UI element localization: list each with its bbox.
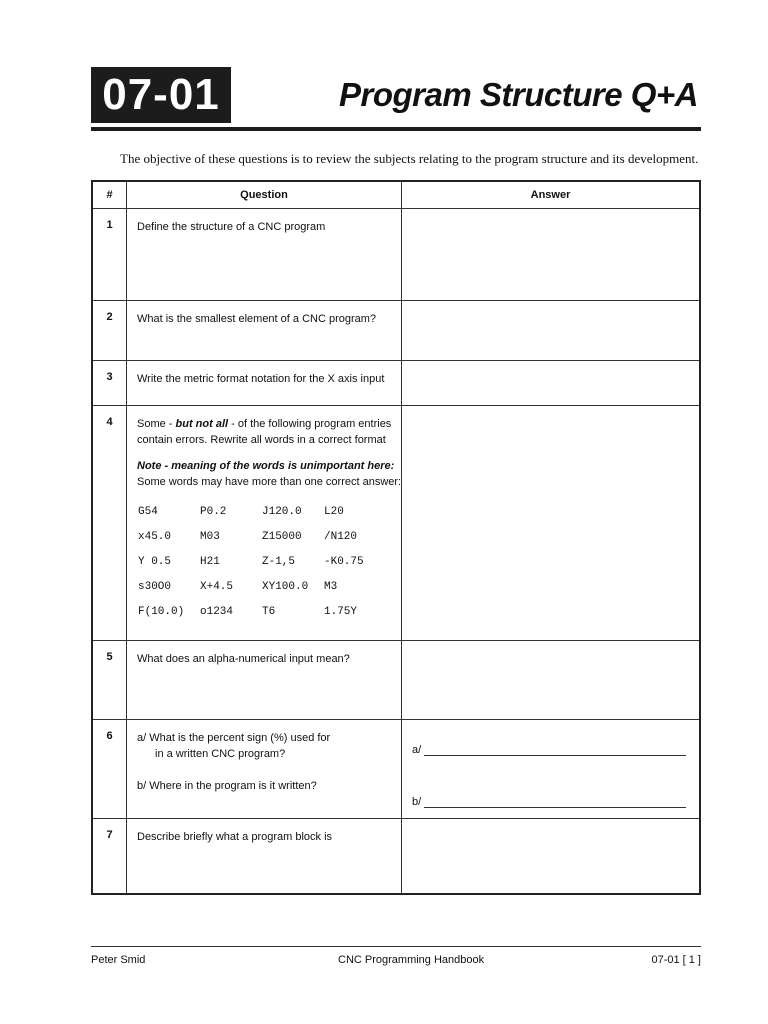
question-number: 3	[93, 361, 127, 405]
question-text: a/ What is the percent sign (%) used for in a written CNC program? b/ Where in the program is it written?	[137, 732, 331, 792]
answer-cell[interactable]	[402, 361, 699, 405]
answer-line-b[interactable]: b/	[412, 796, 686, 808]
answer-cell	[402, 720, 699, 818]
note-heading: Note - meaning of the words is unimportant here:	[137, 460, 395, 472]
emphasis-text: but not all	[175, 418, 229, 430]
answer-cell[interactable]	[402, 819, 699, 893]
table-header-row	[93, 182, 699, 209]
question-cell	[127, 641, 402, 719]
question-text: Describe briefly what a program block is	[137, 831, 333, 843]
qa-table	[91, 180, 701, 895]
column-header-question: Question	[127, 182, 402, 208]
table-row	[93, 819, 699, 893]
column-header-answer: Answer	[530, 189, 571, 201]
answer-cell[interactable]	[402, 406, 699, 640]
page-title: Program Structure Q+A	[338, 76, 698, 113]
question-number: 4	[93, 406, 127, 640]
answer-line-a[interactable]: a/	[412, 744, 686, 756]
table-row	[93, 301, 699, 361]
question-cell	[127, 209, 402, 300]
question-text: Some - but not all - of the following program entries contain errors. Rewrite all words in a correct format Note - meaning of the words is unimportant here: Some words may have more than one correct answer:	[137, 418, 402, 488]
question-cell	[127, 361, 402, 405]
question-number: 2	[93, 301, 127, 360]
question-number: 5	[93, 641, 127, 719]
code-row: s30O0 X+4.5 XY100.0 M3	[138, 581, 338, 593]
answer-cell[interactable]	[402, 209, 699, 300]
question-number: 1	[93, 209, 127, 300]
question-cell	[127, 301, 402, 360]
code-row: Y 0.5 H21 Z-1,5 -K0.75	[138, 556, 364, 568]
question-number: 6	[93, 720, 127, 818]
footer-page-number: 07-01 [ 1 ]	[651, 954, 701, 966]
footer-author: Peter Smid	[91, 954, 146, 966]
table-row	[93, 209, 699, 301]
table-row	[93, 641, 699, 720]
table-row	[93, 361, 699, 406]
header-divider	[91, 127, 701, 131]
code-row: F(10.0) o1234 T6 1.75Y	[138, 606, 358, 618]
answer-cell[interactable]	[402, 641, 699, 719]
section-number-badge: 07-01	[91, 67, 231, 123]
objective-text: The objective of these questions is to review the subjects relating to the program structure and its development.	[120, 151, 699, 166]
question-cell	[127, 819, 402, 893]
question-number: 7	[93, 819, 127, 893]
footer-book-title: CNC Programming Handbook	[338, 954, 485, 966]
program-entries-grid	[138, 504, 386, 629]
table-row	[93, 406, 699, 641]
question-text: What is the smallest element of a CNC program?	[137, 313, 377, 325]
table-row	[93, 720, 699, 819]
footer-divider	[91, 946, 701, 947]
question-text: Define the structure of a CNC program	[137, 221, 326, 233]
question-cell	[127, 406, 402, 640]
column-header-number: #	[93, 182, 127, 208]
question-text: What does an alpha-numerical input mean?	[137, 653, 350, 665]
question-cell	[127, 720, 402, 818]
question-text: Write the metric format notation for the X axis input	[137, 373, 385, 385]
code-row: G54 P0.2 J120.0 L20	[138, 506, 344, 518]
code-row: x45.0 M03 Z15000 /N120	[138, 531, 358, 543]
answer-cell[interactable]	[402, 301, 699, 360]
